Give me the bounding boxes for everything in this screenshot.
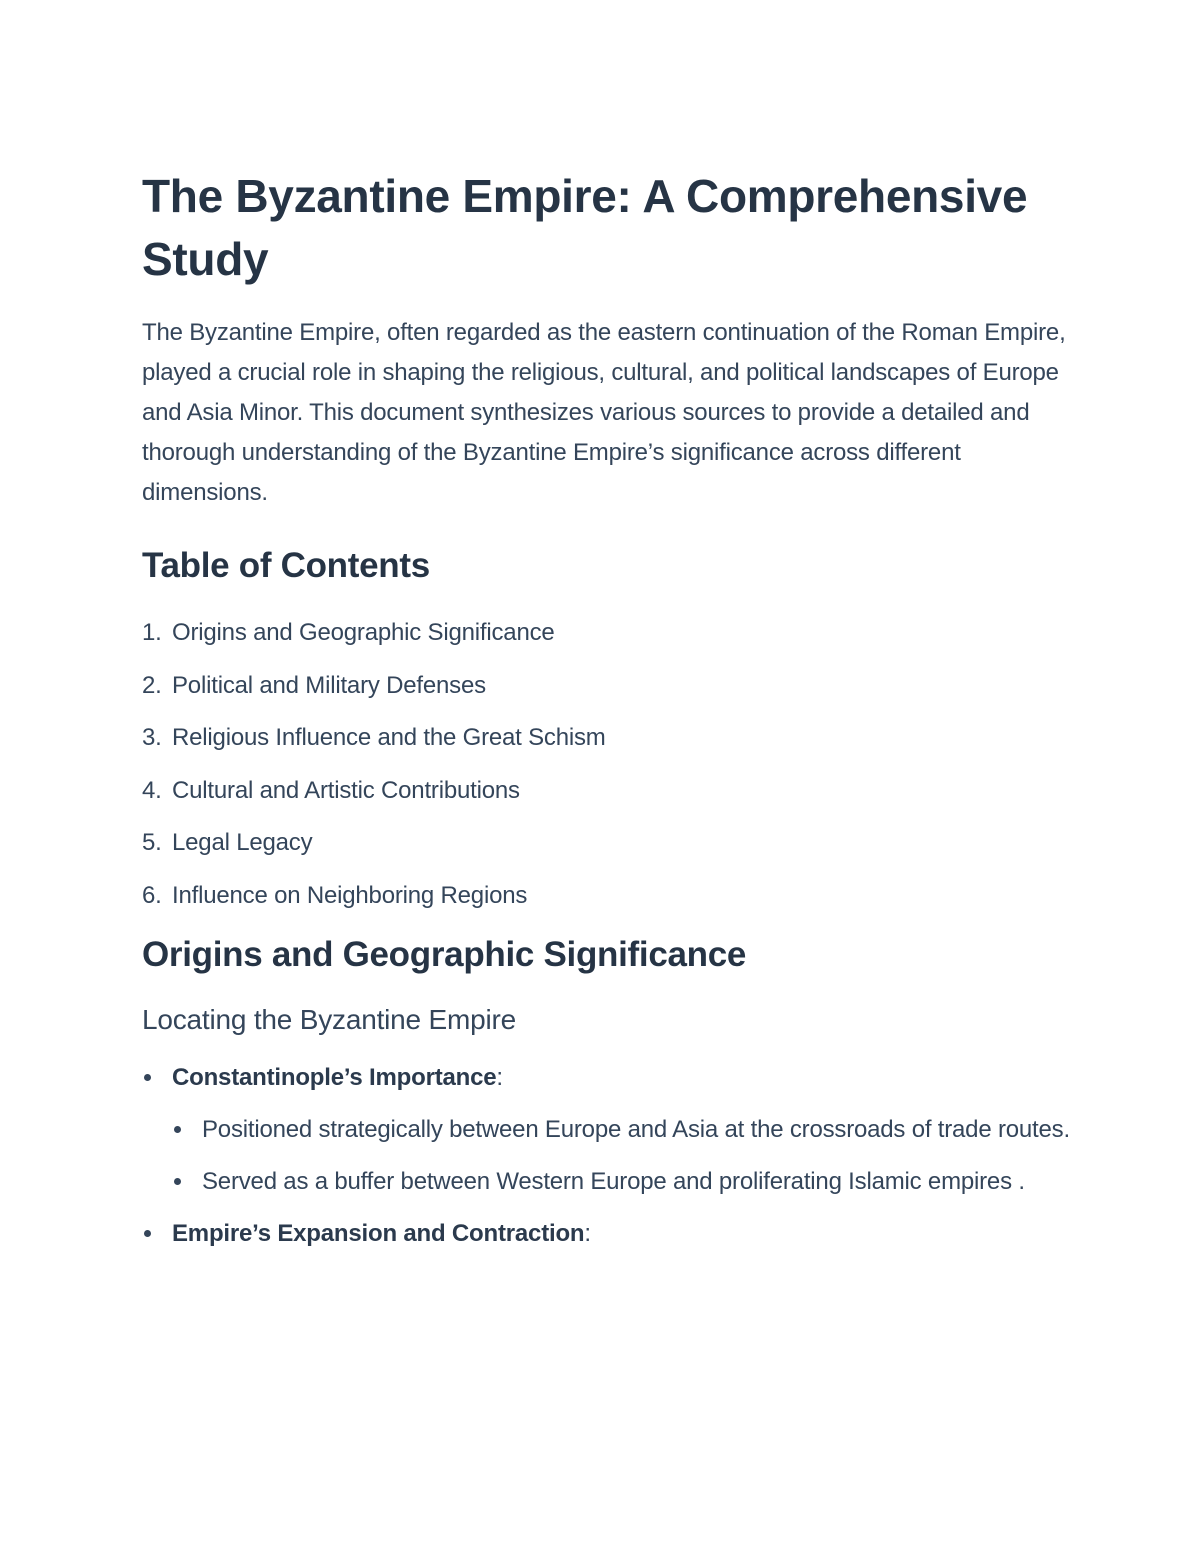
sub-bullet-text: Served as a buffer between Western Europe and proliferating Islamic empires . — [202, 1167, 1025, 1195]
intro-paragraph: The Byzantine Empire, often regarded as the eastern continuation of the Roman Empire, played a crucial role in shaping the religious, cultural, and political landscapes of Europe and Asia Minor. This document synthesizes various sources to provide a detailed and thorough understanding of the Byzantine Empire’s significance across different dimensions. — [142, 319, 1066, 506]
document-title: The Byzantine Empire: A Comprehensive Study — [142, 170, 1028, 285]
toc-item-label: Influence on Neighboring Regions — [172, 881, 528, 909]
toc-item-label: Legal Legacy — [172, 829, 313, 856]
toc-item-number: 5. — [142, 829, 162, 856]
toc-item[interactable] — [142, 876, 1072, 916]
bullet-suffix: : — [584, 1219, 591, 1247]
locating-subheading: Locating the Byzantine Empire — [142, 1003, 516, 1035]
toc-item-number: 2. — [142, 671, 162, 699]
toc-item[interactable] — [142, 771, 1072, 811]
sub-bullet-text: Positioned strategically between Europe and Asia at the crossroads of trade routes. — [202, 1115, 1070, 1143]
bullet-icon — [174, 1126, 181, 1133]
list-item — [142, 1058, 1072, 1202]
toc-item-number: 4. — [142, 776, 162, 804]
toc-item-label: Cultural and Artistic Contributions — [172, 776, 520, 804]
list-item — [172, 1110, 1072, 1150]
bullet-suffix: : — [496, 1063, 503, 1091]
toc-item[interactable] — [142, 613, 1072, 653]
toc-item-label: Religious Influence and the Great Schism — [172, 724, 606, 751]
toc-item[interactable] — [142, 666, 1072, 706]
document-page — [142, 165, 1072, 1266]
origins-bullet-list — [142, 1058, 1072, 1254]
toc-item[interactable] — [142, 718, 1072, 758]
toc-item-number: 6. — [142, 881, 162, 909]
toc-item[interactable] — [142, 823, 1072, 863]
table-of-contents — [142, 613, 1072, 916]
toc-heading: Table of Contents — [142, 546, 430, 585]
toc-item-number: 1. — [142, 619, 162, 646]
toc-item-number: 3. — [142, 724, 162, 751]
origins-heading: Origins and Geographic Significance — [142, 934, 747, 974]
list-item — [142, 1214, 1072, 1254]
bullet-icon — [144, 1074, 151, 1081]
bullet-label: Empire’s Expansion and Contraction — [172, 1219, 585, 1247]
sub-bullet-list — [172, 1110, 1072, 1202]
toc-item-label: Origins and Geographic Significance — [172, 619, 555, 646]
bullet-icon — [174, 1178, 181, 1185]
toc-item-label: Political and Military Defenses — [172, 671, 486, 699]
list-item — [172, 1162, 1072, 1202]
bullet-icon — [144, 1230, 151, 1237]
bullet-label: Constantinople’s Importance — [172, 1063, 497, 1091]
